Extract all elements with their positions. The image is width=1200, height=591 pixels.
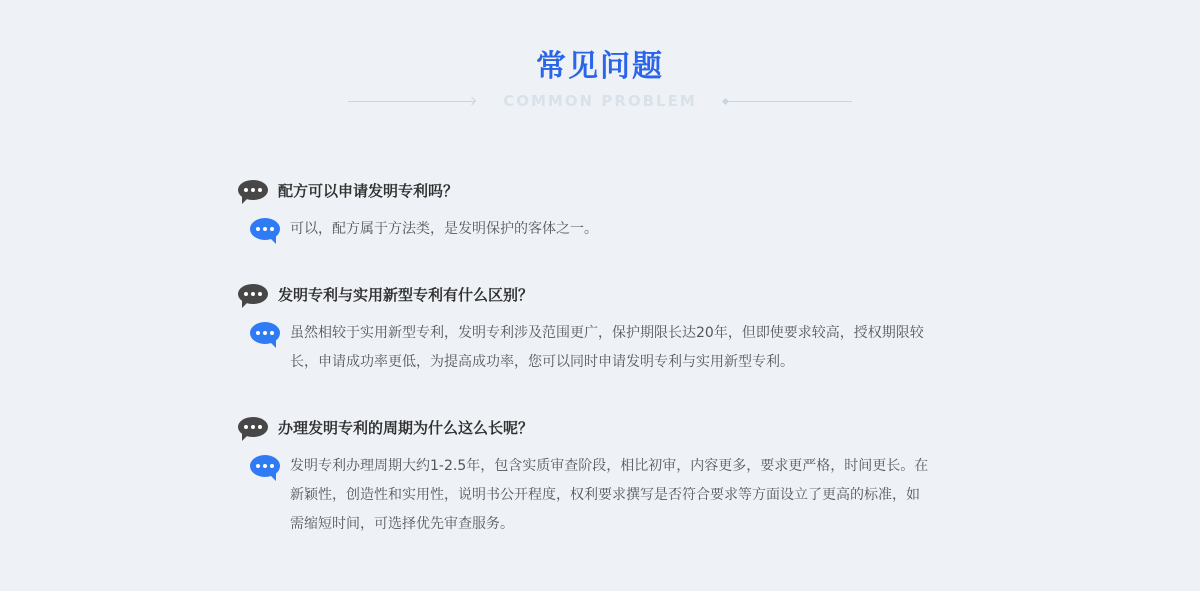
faq-question-row	[238, 417, 938, 437]
ellipsis-dots-icon	[251, 425, 255, 429]
faq-question-row	[238, 284, 938, 304]
subtitle-row	[0, 92, 1200, 110]
ellipsis-dots-icon	[251, 292, 255, 296]
diamond-icon	[722, 97, 729, 104]
question-chat-bubble-icon	[238, 284, 268, 304]
ellipsis-dots-icon	[263, 464, 267, 468]
faq-answer-row	[238, 452, 938, 539]
answer-text: 虽然相较于实用新型专利，发明专利涉及范围更广，保护期限长达20年，但即使要求较高，授权期限较长，申请成功率更低，为提高成功率，您可以同时申请发明专利与实用新型专利。	[290, 325, 924, 370]
question-text: 发明专利与实用新型专利有什么区别？	[278, 285, 534, 304]
question-text: 办理发明专利的周期为什么这么长呢？	[278, 418, 534, 437]
ellipsis-dots-icon	[263, 331, 267, 335]
question-text: 配方可以申请发明专利吗？	[278, 181, 459, 200]
ellipsis-dots-icon	[251, 188, 255, 192]
faq-item	[238, 284, 938, 377]
page-subtitle: COMMON PROBLEM	[503, 92, 697, 110]
answer-text: 可以，配方属于方法类，是发明保护的客体之一。	[290, 221, 598, 237]
faq-item	[238, 180, 938, 244]
answer-chat-bubble-icon	[250, 218, 280, 240]
decor-line-right	[725, 101, 852, 102]
ellipsis-dots-icon	[263, 227, 267, 231]
faq-answer-row	[238, 215, 938, 244]
decor-line-left	[348, 101, 475, 102]
section-header	[0, 0, 1200, 110]
arrow-right-icon	[468, 96, 476, 104]
question-chat-bubble-icon	[238, 417, 268, 437]
answer-chat-bubble-icon	[250, 322, 280, 344]
answer-text: 发明专利办理周期大约1-2.5年，包含实质审查阶段，相比初审，内容更多，要求更严格，时间更长。在新颖性，创造性和实用性，说明书公开程度，权利要求撰写是否符合要求等方面设立了更高的标准，如需缩短时间，可选择优先审查服务。	[290, 458, 929, 532]
page-title: 常见问题	[536, 49, 664, 84]
faq-list	[238, 180, 938, 539]
answer-chat-bubble-icon	[250, 455, 280, 477]
faq-answer-row	[238, 319, 938, 377]
faq-question-row	[238, 180, 938, 200]
faq-item	[238, 417, 938, 539]
question-chat-bubble-icon	[238, 180, 268, 200]
